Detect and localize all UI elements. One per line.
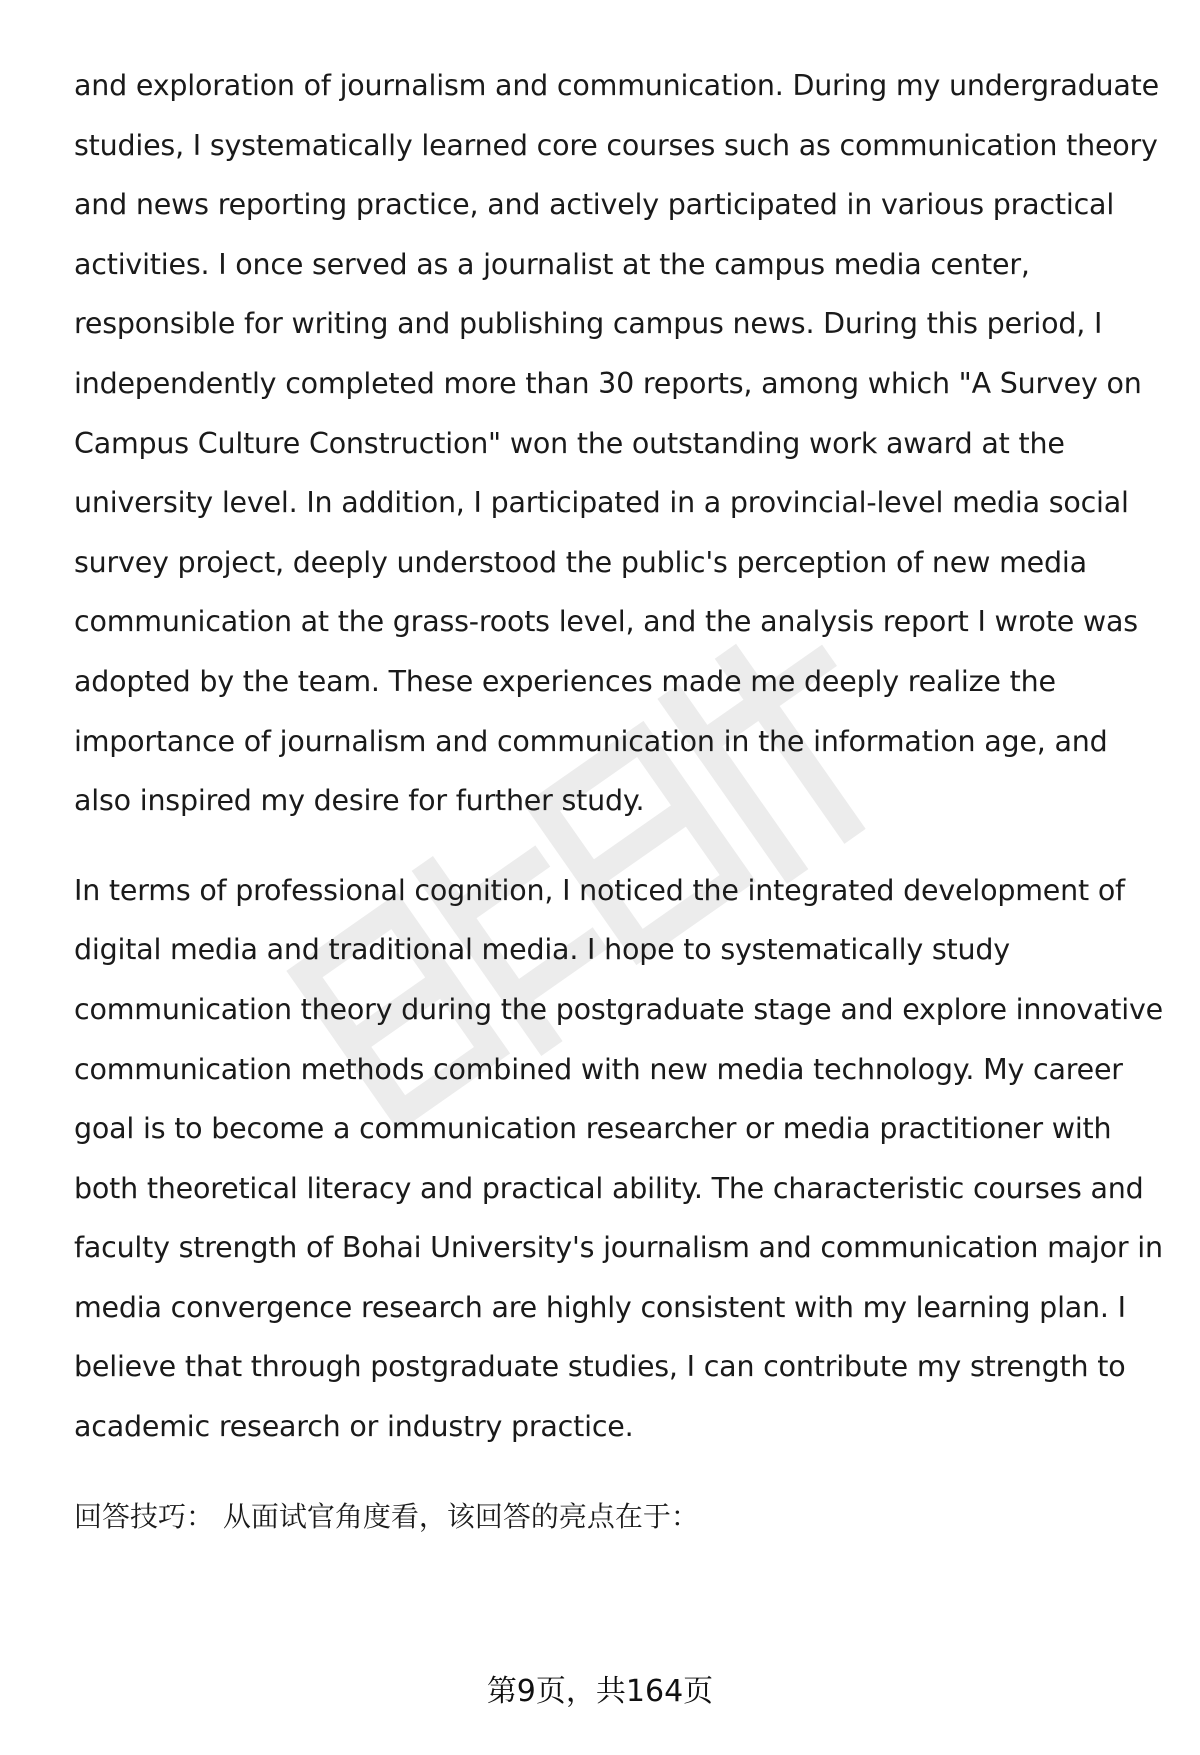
body-paragraph-1: and exploration of journalism and communication. During my undergraduate studies, I systematically learned core courses such as communication theory and news reporting practice, and actively participated in various practical activities. I once served as a journalist at the campus media center, responsible for writing and publishing campus news. During this period, I independently completed more than 30 reports, among which "A Survey on Campus Culture Construction" won the outstanding work award at the university level. In addition, I participated in a provincial-level media social survey project, deeply understood the public's perception of new media communication at the grass-roots level, and the analysis report I wrote was adopted by the team. These experiences made me deeply realize the importance of journalism and communication in the information age, and also inspired my desire for further study. xyxy=(74,69,1159,818)
page-number-footer: 第9页，共164页 xyxy=(486,1674,714,1709)
document-body xyxy=(74,56,1164,1546)
body-paragraph-2: In terms of professional cognition, I noticed the integrated development of digital media and traditional media. I hope to systematically study communication theory during the postgraduate stage and explore innovative communication methods combined with new media technology. My career goal is to become a communication researcher or media practitioner with both theoretical literacy and practical ability. The characteristic courses and faculty strength of Bohai University's journalism and communication major in media convergence research are highly consistent with my learning plan. I believe that through postgraduate studies, I can contribute my strength to academic research or industry practice. xyxy=(74,873,1163,1444)
answer-tips-heading: 回答技巧： 从面试官角度看，该回答的亮点在于： xyxy=(74,1499,699,1533)
